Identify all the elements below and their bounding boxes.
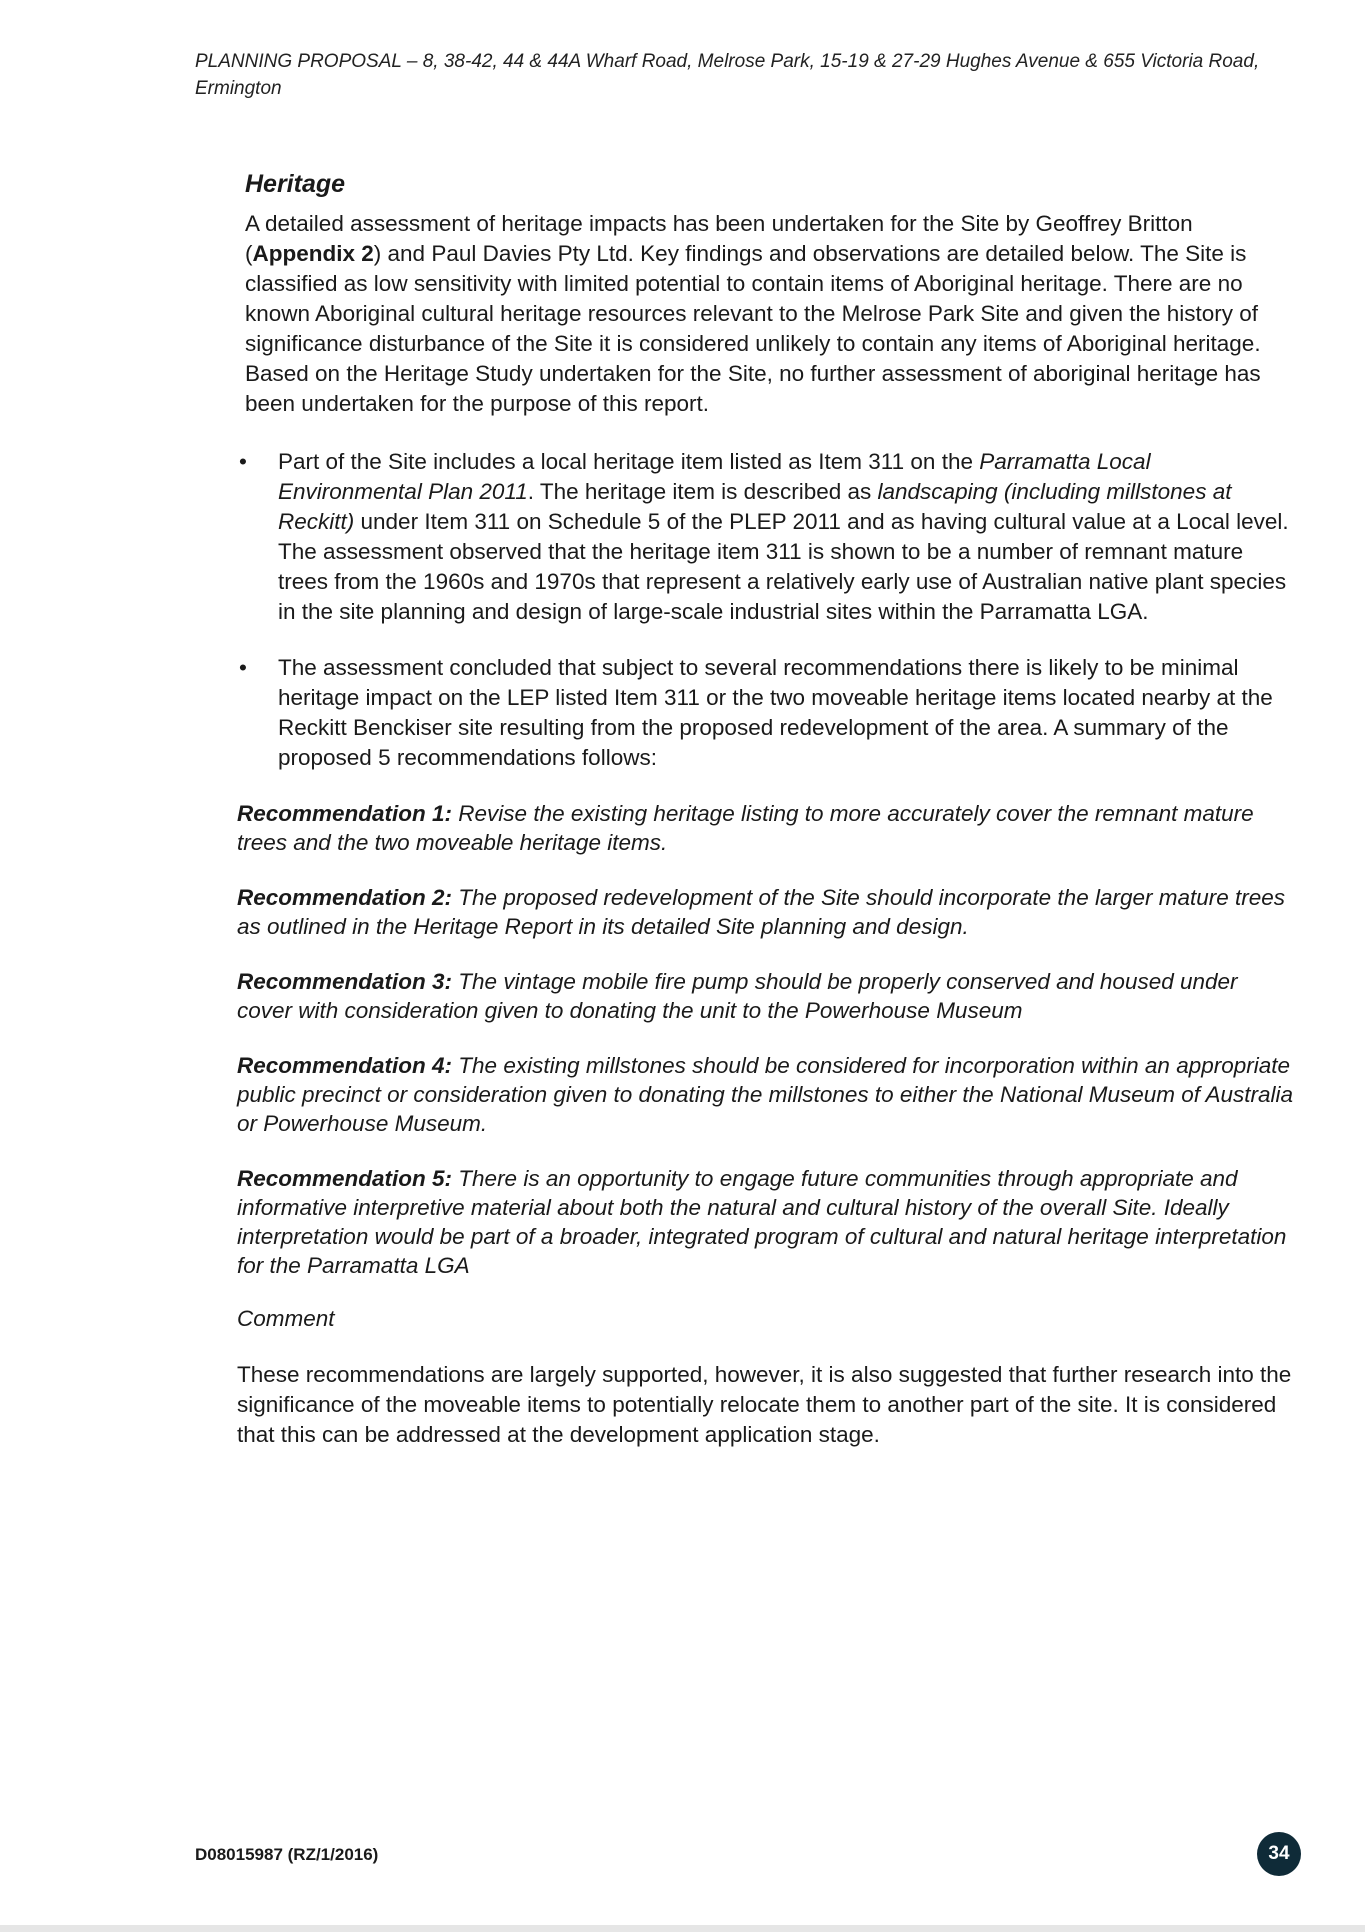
comment-title: Comment [237,1306,335,1331]
appendix-reference: Appendix 2 [252,241,374,266]
document-code: D08015987 (RZ/1/2016) [195,1845,379,1864]
recommendation-label: Recommendation 2: [237,885,453,910]
running-header-line-2: Ermington [195,78,282,99]
running-header [195,48,1295,102]
intro-text-b: ) and Paul Davies Pty Ltd. Key findings and observations are detailed below. The Site is classified as low sensitivity with limited potential to contain items of Aboriginal heritage. There are no known Aboriginal cultural heritage resources relevant to the Melrose Park Site and given the history of significance disturbance of the Site it is considered unlikely to contain any items of Aboriginal heritage. Based on the Heritage Study undertaken for the Site, no further assessment of aboriginal heritage has been undertaken for the purpose of this report. [245,241,1261,416]
recommendation-5 [237,1164,1297,1280]
recommendation-1 [237,799,1297,857]
recommendation-4 [237,1051,1297,1138]
finding-1-text-a: Part of the Site includes a local heritage item listed as Item 311 on the [278,449,980,474]
intro-paragraph [245,209,1297,419]
page-number-badge: 34 [1257,1832,1301,1876]
recommendations-list [237,799,1297,1280]
recommendation-text: Revise the existing heritage listing to more accurately cover the remnant mature trees and the two moveable heritage items. [237,801,1254,855]
finding-2-text: The assessment concluded that subject to several recommendations there is likely to be minimal heritage impact on the LEP listed Item 311 or the two moveable heritage items located nearby at the Reckitt Benckiser site resulting from the proposed redevelopment of the area. A summary of the proposed 5 recommendations follows: [278,655,1273,770]
finding-item-1 [237,447,1297,627]
intro-text-a: A detailed assessment of heritage impacts has been undertaken for the Site by Geoffrey Britton ( [245,211,1193,266]
comment-text: These recommendations are largely supported, however, it is also suggested that further research into the significance of the moveable items to potentially relocate them to another part of the site. It is considered that this can be addressed at the development application stage. [237,1362,1292,1447]
finding-1-text-c: under Item 311 on Schedule 5 of the PLEP 2011 and as having cultural value at a Local level. The assessment observed that the heritage item 311 is shown to be a number of remnant mature trees from the 1960s and 1970s that represent a relatively early use of Australian native plant species in the site planning and design of large-scale industrial sites within the Parramatta LGA. [278,509,1289,624]
recommendation-label: Recommendation 4: [237,1053,453,1078]
finding-item-2 [237,653,1297,773]
finding-1-text-b: . The heritage item is described as [527,479,878,504]
finding-1-plan-name: Parramatta Local Environmental Plan 2011 [278,449,1151,504]
recommendation-label: Recommendation 1: [237,801,453,826]
recommendation-3 [237,967,1297,1025]
main-content [237,170,1297,1450]
recommendation-text: The existing millstones should be considered for incorporation within an appropriate public precinct or consideration given to donating the millstones to either the National Museum of Australia or Powerhouse Museum. [237,1053,1293,1136]
recommendation-text: The proposed redevelopment of the Site should incorporate the larger mature trees as outlined in the Heritage Report in its detailed Site planning and design. [237,885,1286,939]
section-title: Heritage [245,170,346,198]
bullet-icon: • [239,449,247,474]
recommendation-label: Recommendation 5: [237,1166,453,1191]
recommendation-text: The vintage mobile fire pump should be properly conserved and housed under cover with consideration given to donating the unit to the Powerhouse Museum [237,969,1238,1023]
finding-1-item-description: landscaping (including millstones at Reckitt) [278,479,1232,534]
recommendation-text: There is an opportunity to engage future communities through appropriate and informative interpretive material about both the natural and cultural history of the overall Site. Ideally interpretation would be part of a broader, integrated program of cultural and natural heritage interpretation for the Parramatta LGA [237,1166,1287,1278]
running-header-line-1: PLANNING PROPOSAL – 8, 38-42, 44 & 44A Wharf Road, Melrose Park, 15-19 & 27-29 Hughes Avenue & 655 Victoria Road, [195,51,1260,72]
recommendation-2 [237,883,1297,941]
findings-list [237,447,1297,773]
bottom-divider [0,1925,1365,1932]
bullet-icon: • [239,655,247,680]
recommendation-label: Recommendation 3: [237,969,453,994]
